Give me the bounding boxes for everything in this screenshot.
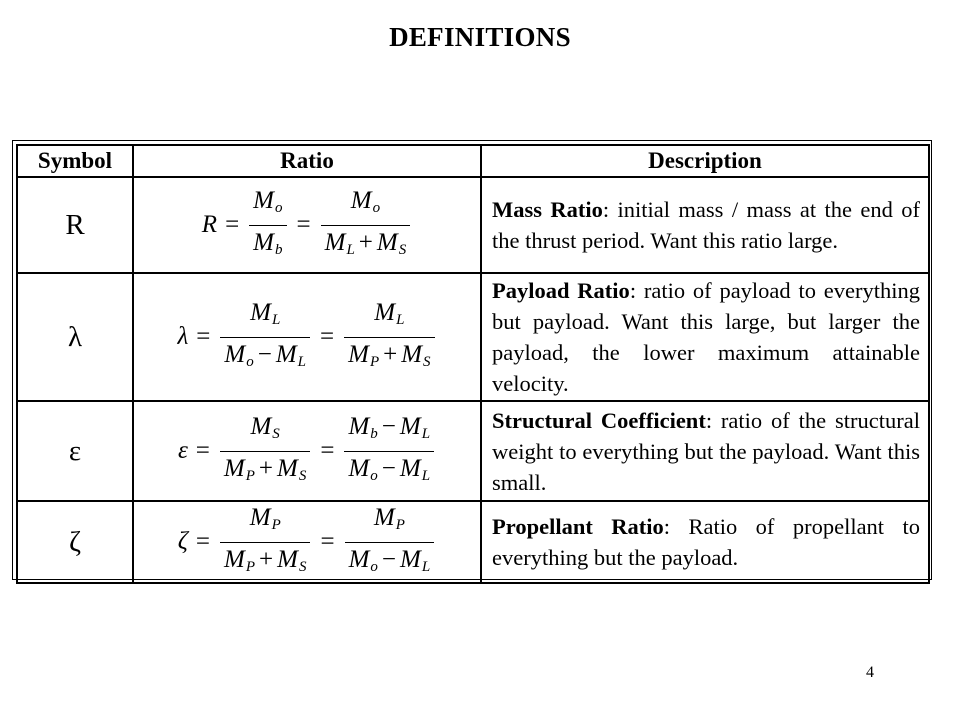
mass-variable: $M_S$	[376, 228, 407, 258]
ratio-cell	[133, 177, 481, 273]
mass-subscript: L	[271, 311, 281, 328]
mass-subscript: P	[245, 467, 255, 484]
mass-variable: $M_P$	[373, 503, 405, 533]
description-term: Mass Ratio	[492, 197, 603, 222]
fraction	[344, 299, 434, 376]
fraction-denominator	[220, 542, 310, 581]
mass-subscript: S	[272, 425, 280, 442]
fraction-denominator	[321, 225, 411, 264]
description-text: : initial mass / mass at the end of the thrust period. Want this ratio large.	[492, 197, 920, 253]
mass-subscript: L	[346, 241, 355, 258]
table-row	[17, 177, 929, 273]
mass-subscript: S	[398, 241, 407, 258]
math-operator: −	[257, 340, 272, 368]
description-term: Structural Coefficient	[492, 407, 706, 433]
formula-lhs: ε	[177, 437, 188, 464]
fraction-numerator	[344, 413, 434, 451]
symbol-cell	[17, 273, 133, 401]
mass-variable: $M_L$	[250, 298, 281, 328]
table-row	[17, 501, 929, 583]
fraction-numerator	[249, 187, 286, 225]
ratio-formula	[178, 413, 436, 490]
math-operator: −	[381, 454, 396, 482]
page-number: 4	[866, 664, 874, 681]
equals-sign: =	[195, 528, 211, 555]
description-term: Payload Ratio	[492, 278, 630, 303]
symbol-cell	[17, 501, 133, 583]
fraction-denominator	[220, 337, 310, 376]
fraction	[220, 413, 310, 490]
mass-subscript: S	[423, 353, 431, 370]
mass-variable: $M_o$	[350, 186, 381, 216]
header-symbol: Symbol	[17, 145, 133, 177]
formula-lhs: R	[201, 211, 218, 238]
equals-sign: =	[195, 437, 210, 464]
equals-sign: =	[296, 211, 311, 238]
math-operator: +	[258, 454, 274, 482]
fraction-denominator	[220, 451, 310, 490]
symbol-epsilon: ε	[68, 434, 82, 467]
math-operator: +	[259, 545, 274, 573]
fraction-numerator	[370, 299, 408, 337]
mass-variable: $M_S$	[250, 412, 280, 442]
ratio-cell	[133, 501, 481, 583]
slide-title: DEFINITIONS	[389, 22, 571, 52]
math-operator: −	[381, 412, 396, 440]
symbol-cell	[17, 401, 133, 501]
symbol-lambda: λ	[67, 320, 83, 353]
mass-variable: $M_P$	[223, 454, 255, 484]
fraction	[220, 504, 310, 581]
mass-variable: $M_L$	[324, 228, 355, 258]
description-cell	[481, 273, 929, 401]
mass-variable: $M_S$	[277, 545, 307, 575]
fraction-numerator	[246, 299, 284, 337]
definitions-table	[16, 144, 930, 584]
ratio-formula	[177, 299, 436, 376]
mass-variable: $M_P$	[249, 503, 281, 533]
mass-subscript: o	[372, 199, 381, 216]
table-row	[17, 401, 929, 501]
mass-variable: $M_P$	[348, 340, 380, 370]
mass-subscript: L	[421, 558, 431, 575]
fraction-numerator	[246, 504, 285, 542]
mass-variable: $M_S$	[401, 340, 431, 370]
header-row	[17, 145, 929, 177]
math-operator: +	[358, 228, 373, 256]
mass-variable: $M_L$	[275, 340, 306, 370]
equals-sign: =	[320, 528, 335, 555]
symbol-r: R	[65, 208, 85, 241]
description-text: : Ratio of propellant to everything but the payload.	[492, 514, 921, 570]
equals-sign: =	[320, 323, 335, 350]
fraction-numerator	[246, 413, 283, 451]
math-operator: −	[381, 545, 397, 573]
ratio-cell	[133, 273, 481, 401]
mass-subscript: o	[370, 467, 378, 484]
fraction-numerator	[370, 504, 409, 542]
mass-variable: $M_L$	[400, 545, 431, 575]
mass-subscript: b	[275, 241, 283, 258]
mass-variable: $M_o$	[224, 340, 254, 370]
equals-sign: =	[225, 211, 240, 238]
ratio-cell	[133, 401, 481, 501]
mass-subscript: b	[370, 425, 378, 442]
table-row	[17, 273, 929, 401]
mass-subscript: L	[421, 425, 431, 442]
fraction-denominator	[344, 451, 434, 490]
symbol-cell	[17, 177, 133, 273]
mass-subscript: o	[275, 199, 283, 216]
header-description: Description	[481, 145, 929, 177]
mass-variable: $M_o$	[253, 186, 283, 216]
header-ratio: Ratio	[133, 145, 481, 177]
fraction-denominator	[345, 542, 435, 581]
fraction-denominator	[249, 225, 286, 264]
mass-variable: $M_o$	[348, 545, 378, 575]
mass-variable: $M_P$	[224, 545, 256, 575]
mass-variable: $M_L$	[374, 298, 405, 328]
mass-variable: $M_o$	[348, 454, 378, 484]
mass-subscript: L	[421, 467, 431, 484]
mass-subscript: L	[297, 353, 306, 370]
equals-sign: =	[196, 323, 211, 350]
mass-variable: $M_L$	[399, 412, 431, 442]
ratio-formula	[178, 504, 436, 581]
equals-sign: =	[320, 437, 335, 464]
formula-lhs: ζ	[177, 528, 188, 555]
symbol-zeta: ζ	[68, 525, 81, 558]
mass-variable: $M_S$	[277, 454, 307, 484]
mass-subscript: P	[395, 516, 405, 533]
description-term: Propellant Ratio	[492, 514, 664, 539]
ratio-formula	[202, 187, 412, 264]
fraction-numerator	[347, 187, 384, 225]
fraction	[344, 413, 434, 490]
mass-variable: $M_L$	[399, 454, 431, 484]
description-cell	[481, 177, 929, 273]
fraction	[321, 187, 411, 264]
math-operator: +	[383, 340, 398, 368]
mass-subscript: P	[271, 516, 281, 533]
fraction	[249, 187, 286, 264]
description-cell	[481, 401, 929, 501]
mass-subscript: S	[298, 467, 307, 484]
description-text: : ratio of payload to everything but payload. Want this large, but larger the payload, the lower maximum attainable velocity.	[492, 278, 920, 396]
mass-subscript: o	[370, 558, 378, 575]
fraction-denominator	[344, 337, 434, 376]
formula-lhs: λ	[177, 323, 189, 350]
mass-subscript: P	[369, 353, 380, 370]
mass-subscript: S	[298, 558, 307, 575]
mass-variable: $M_b$	[348, 412, 378, 442]
mass-variable: $M_b$	[253, 228, 283, 258]
fraction	[220, 299, 310, 376]
description-text: : ratio of the structural weight to everything but the payload. Want this small.	[492, 407, 920, 495]
mass-subscript: o	[246, 353, 254, 370]
description-cell	[481, 501, 929, 583]
mass-subscript: P	[245, 558, 256, 575]
fraction	[345, 504, 435, 581]
mass-subscript: L	[396, 311, 405, 328]
